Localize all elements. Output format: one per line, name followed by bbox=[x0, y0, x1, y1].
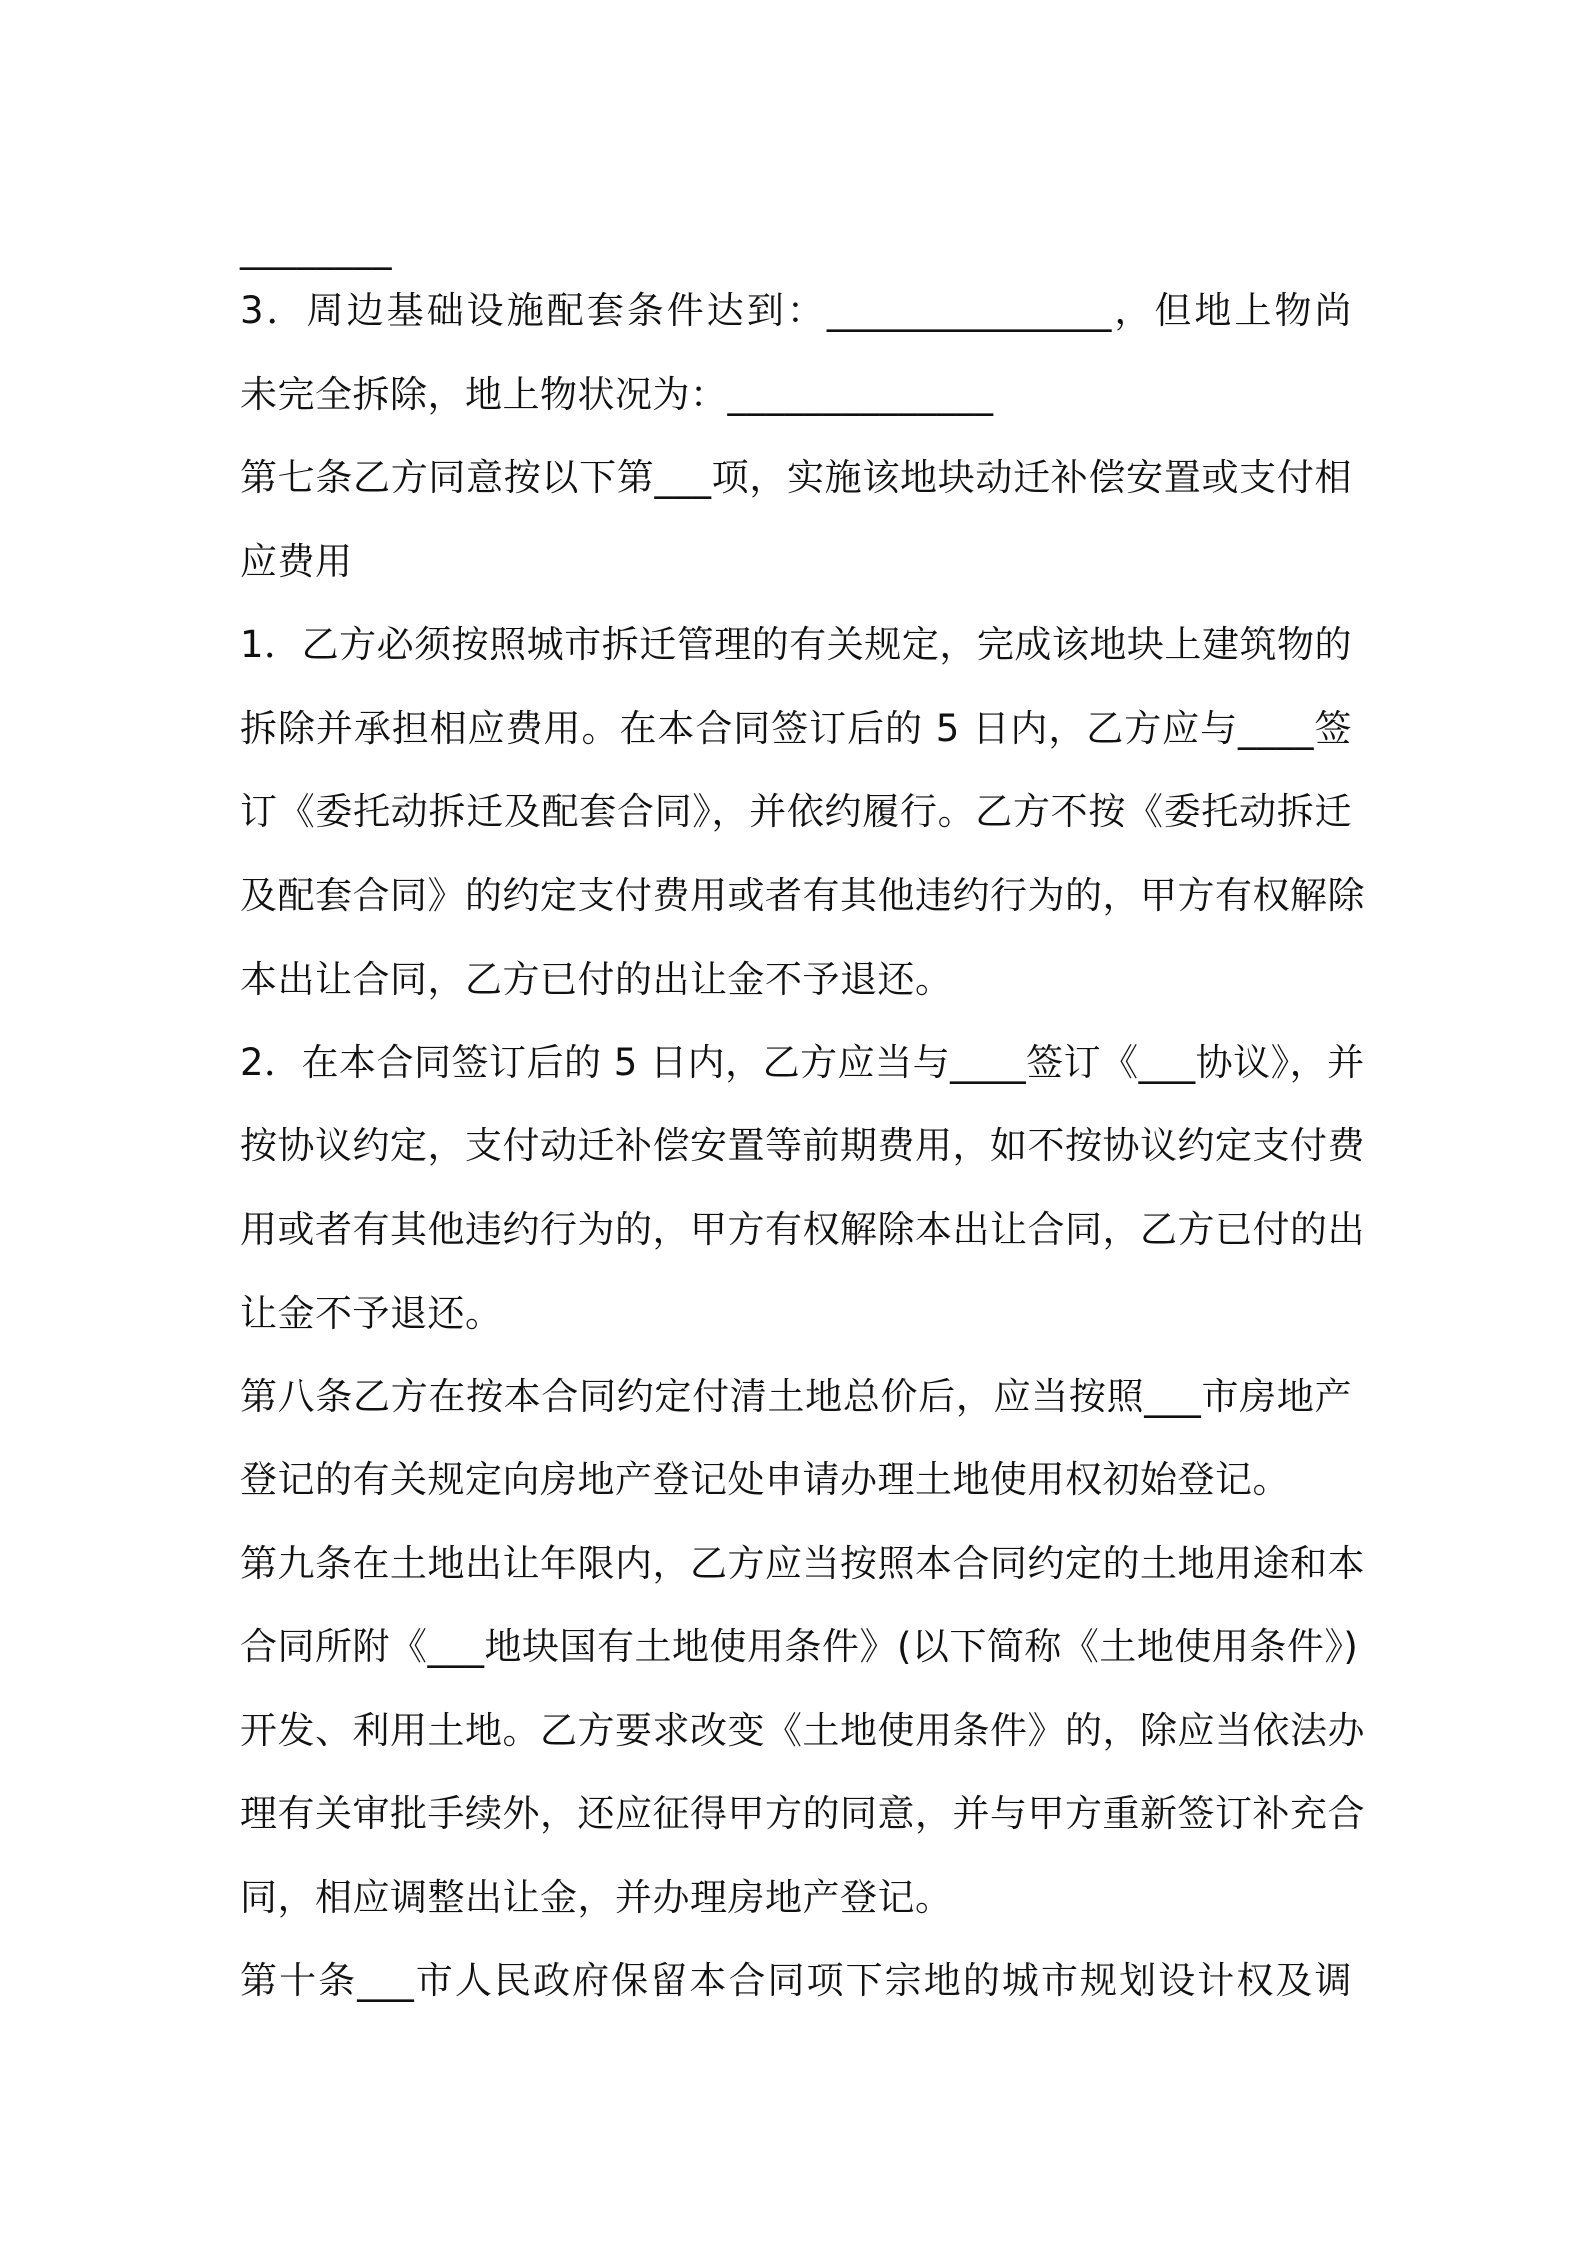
text-line-17: 第九条在土地出让年限内，乙方应当按照本合同约定的土地用途和本 bbox=[240, 1542, 1365, 1585]
text-line-21: 同，相应调整出让金，并办理房地产登记。 bbox=[240, 1876, 953, 1919]
text-line-1: ________ bbox=[240, 227, 392, 270]
text-line-13: 用或者有其他违约行为的，甲方有权解除本出让合同，乙方已付的出 bbox=[240, 1208, 1365, 1251]
text-line-18: 合同所附《___地块国有土地使用条件》(以下简称《土地使用条件》) bbox=[240, 1625, 1359, 1668]
text-line-20: 理有关审批手续外，还应征得甲方的同意，并与甲方重新签订补充合 bbox=[240, 1792, 1365, 1835]
text-line-10: 本出让合同，乙方已付的出让金不予退还。 bbox=[240, 958, 953, 1001]
text-line-2: 3．周边基础设施配套条件达到：_______________，但地上物尚 bbox=[240, 289, 1352, 332]
text-line-8: 订《委托动拆迁及配套合同》，并依约履行。乙方不按《委托动拆迁 bbox=[240, 790, 1352, 833]
text-line-14: 让金不予退还。 bbox=[240, 1292, 503, 1335]
text-line-12: 按协议约定，支付动迁补偿安置等前期费用，如不按协议约定支付费 bbox=[240, 1124, 1365, 1167]
text-line-7: 拆除并承担相应费用。在本合同签订后的 5 日内，乙方应与____签 bbox=[240, 707, 1352, 750]
text-line-5: 应费用 bbox=[240, 540, 353, 583]
text-line-9: 及配套合同》的约定支付费用或者有其他违约行为的，甲方有权解除 bbox=[240, 874, 1365, 917]
text-line-6: 1．乙方必须按照城市拆迁管理的有关规定，完成该地块上建筑物的 bbox=[240, 623, 1352, 666]
text-line-16: 登记的有关规定向房地产登记处申请办理土地使用权初始登记。 bbox=[240, 1458, 1290, 1501]
text-line-11: 2．在本合同签订后的 5 日内，乙方应当与____签订《___协议》，并 bbox=[240, 1041, 1365, 1084]
text-line-22: 第十条___市人民政府保留本合同项下宗地的城市规划设计权及调 bbox=[240, 1959, 1352, 2002]
text-line-3: 未完全拆除，地上物状况为：______________ bbox=[240, 373, 994, 416]
text-line-15: 第八条乙方在按本合同约定付清土地总价后，应当按照___市房地产 bbox=[240, 1375, 1352, 1418]
text-line-19: 开发、利用土地。乙方要求改变《土地使用条件》的，除应当依法办 bbox=[240, 1709, 1365, 1752]
text-line-4: 第七条乙方同意按以下第___项，实施该地块动迁补偿安置或支付相 bbox=[240, 456, 1352, 499]
